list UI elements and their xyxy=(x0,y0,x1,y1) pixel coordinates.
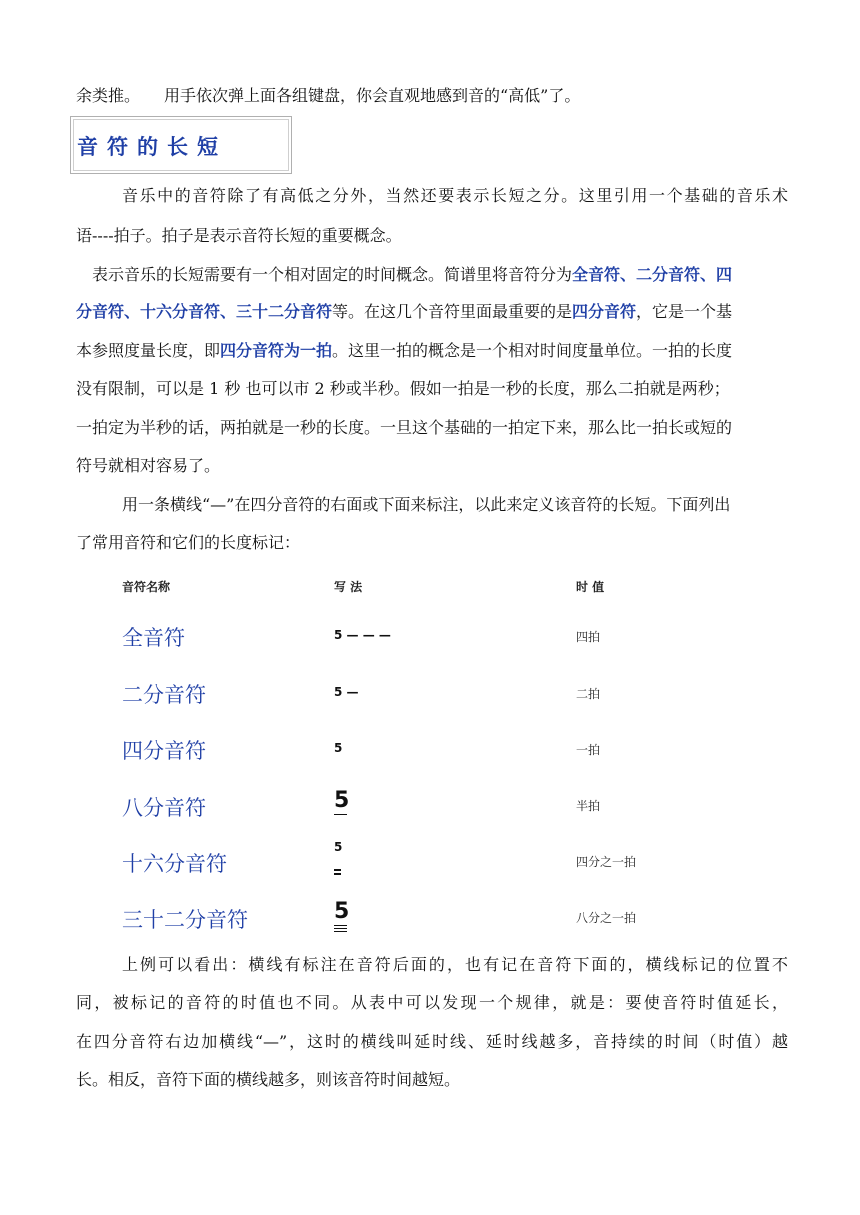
underline-mark xyxy=(334,869,341,871)
para2-highlight: 四分音符 xyxy=(572,302,637,321)
note-name: 十六分音符 xyxy=(122,852,227,876)
notation-thirty-second xyxy=(334,901,350,937)
notation-digit: 5 xyxy=(334,788,350,813)
para2-line2 xyxy=(76,302,788,322)
note-name: 全音符 xyxy=(122,626,185,650)
note-name: 三十二分音符 xyxy=(122,908,248,932)
para4-line4: 长。相反，音符下面的横线越多，则该音符时间越短。 xyxy=(76,1070,461,1089)
para4-line2: 同，被标记的音符的时值也不同。从表中可以发现一个规律，就是：要使音符时值延长， xyxy=(76,993,788,1012)
note-name: 二分音符 xyxy=(122,683,206,707)
notation-sixteenth xyxy=(334,840,350,880)
note-value: 一拍 xyxy=(576,743,601,757)
underline-mark xyxy=(334,931,347,932)
para2-text: 表示音乐的长短需要有一个相对固定的时间概念。简谱里将音符分为 xyxy=(92,265,573,284)
para2-line1 xyxy=(92,265,788,285)
note-value: 四分之一拍 xyxy=(576,855,637,869)
underline-mark xyxy=(334,814,347,815)
note-name: 四分音符 xyxy=(122,739,206,763)
para4-line1: 上例可以看出：横线有标注在音符后面的，也有记在音符下面的，横线标记的位置不 xyxy=(122,955,788,974)
para2-text: 本参照度量长度，即 xyxy=(76,341,221,360)
notation: 5 — — — xyxy=(334,628,391,642)
table-header-value: 时 值 xyxy=(576,580,605,594)
note-value: 二拍 xyxy=(576,687,601,701)
para4-line3: 在四分音符右边加横线“—”，这时的横线叫延时线、延时线越多，音持续的时间（时值）越 xyxy=(76,1032,788,1051)
note-name: 八分音符 xyxy=(122,796,206,820)
para1-line1: 音乐中的音符除了有高低之分外，当然还要表示长短之分。这里引用一个基础的音乐术 xyxy=(122,186,788,205)
para2-text: 等。在这几个音符里面最重要的是 xyxy=(332,302,573,321)
notation-digit: 5 xyxy=(334,899,350,924)
notation: 5 xyxy=(334,741,343,755)
para2-text: 。这里一拍的概念是一个相对时间度量单位。一拍的长度 xyxy=(332,341,733,360)
para3-line2: 了常用音符和它们的长度标记： xyxy=(76,533,301,552)
notation: 5 — xyxy=(334,685,359,699)
notation-eighth xyxy=(334,790,350,824)
table-header-notation: 写 法 xyxy=(334,580,363,594)
para2-text: ，它是一个基 xyxy=(636,302,733,321)
intro-line: 余类推。 用手依次弹上面各组键盘，你会直观地感到音的“高低”了。 xyxy=(76,86,581,105)
para2-highlight: 分音符、十六分音符、三十二分音符 xyxy=(76,302,333,321)
section-heading: 音符的长短 xyxy=(77,134,227,159)
para3-line1: 用一条横线“—”在四分音符的右面或下面来标注，以此来定义该音符的长短。下面列出 xyxy=(122,495,731,514)
para1-line2: 语----拍子。拍子是表示音符长短的重要概念。 xyxy=(76,226,402,245)
para2-line5: 一拍定为半秒的话，两拍就是一秒的长度。一旦这个基础的一拍定下来，那么比一拍长或短的 xyxy=(76,418,733,437)
underline-mark xyxy=(334,928,347,929)
underline-mark xyxy=(334,925,347,926)
para2-line6: 符号就相对容易了。 xyxy=(76,456,221,475)
note-value: 半拍 xyxy=(576,799,601,813)
note-value: 八分之一拍 xyxy=(576,911,637,925)
table-header-name: 音符名称 xyxy=(122,580,171,594)
notation-digit: 5 xyxy=(334,840,343,854)
underline-mark xyxy=(334,873,341,875)
para2-highlight: 全音符、二分音符、四 xyxy=(572,265,733,284)
para2-highlight: 四分音符为一拍 xyxy=(220,341,333,360)
section-heading-box xyxy=(70,116,292,174)
para2-line4: 没有限制，可以是 1 秒 也可以市 2 秒或半秒。假如一拍是一秒的长度，那么二拍就是两秒； xyxy=(76,379,730,398)
para2-line3 xyxy=(76,341,788,361)
note-value: 四拍 xyxy=(576,630,601,644)
